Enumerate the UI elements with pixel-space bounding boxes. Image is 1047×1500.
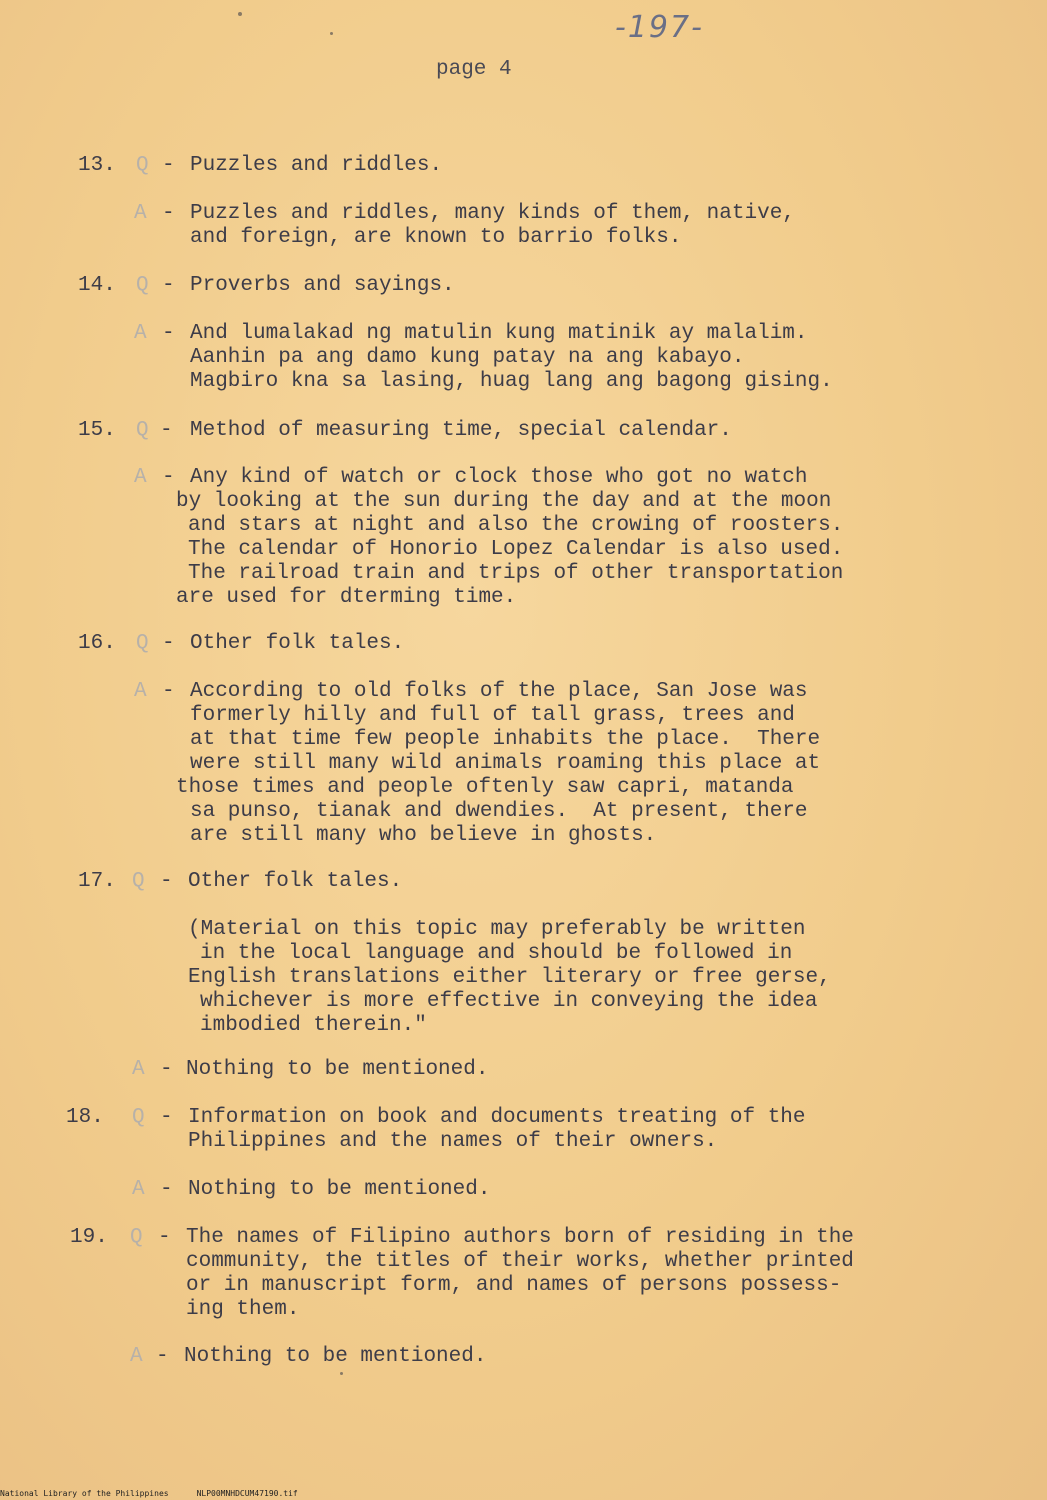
answer-line: Nothing to be mentioned. [184, 1345, 487, 1368]
question-mark: Q [136, 154, 149, 177]
dash: - [162, 202, 175, 225]
dash: - [162, 154, 175, 177]
answer-line: Magbiro kna sa lasing, huag lang ang bagong gising. [190, 370, 833, 393]
dash: - [162, 322, 175, 345]
answer-line: The railroad train and trips of other transportation [188, 562, 844, 585]
question-line: Proverbs and sayings. [190, 274, 455, 297]
question-line: Method of measuring time, special calendar. [190, 419, 732, 442]
question-line: Philippines and the names of their owners. [188, 1130, 718, 1153]
answer-line: According to old folks of the place, San Jose was [190, 680, 808, 703]
answer-line: formerly hilly and full of tall grass, trees and [190, 704, 795, 727]
answer-line: The calendar of Honorio Lopez Calendar is also used. [188, 538, 844, 561]
question-mark: Q [136, 632, 149, 655]
answer-mark: A [134, 322, 147, 345]
item-number: 15. [78, 419, 116, 442]
item-number: 17. [78, 870, 116, 893]
answer-line: And lumalakad ng matulin kung matinik ay malalim. [190, 322, 808, 345]
file-name: NLP00MNHDCUM47190.tif [196, 1489, 298, 1498]
question-line: Puzzles and riddles. [190, 154, 443, 177]
note-line: whichever is more effective in conveying the idea [200, 990, 818, 1013]
answer-line: were still many wild animals roaming this place at [190, 752, 821, 775]
dash: - [160, 1106, 173, 1129]
answer-mark: A [134, 466, 147, 489]
question-mark: Q [136, 419, 149, 442]
speck [330, 32, 333, 35]
question-line: ing them. [186, 1298, 300, 1321]
dash: - [162, 466, 175, 489]
answer-line: sa punso, tianak and dwendies. At present, there [190, 800, 808, 823]
question-line: The names of Filipino authors born of residing in the [186, 1226, 854, 1249]
question-mark: Q [130, 1226, 143, 1249]
answer-mark: A [132, 1058, 145, 1081]
question-mark: Q [132, 1106, 145, 1129]
item-number: 14. [78, 274, 116, 297]
page-label: page 4 [436, 58, 512, 81]
answer-line: are still many who believe in ghosts. [190, 824, 657, 847]
library-name: National Library of the Philippines [0, 1489, 169, 1498]
answer-line: and stars at night and also the crowing of roosters. [188, 514, 844, 537]
speck [238, 12, 242, 16]
question-line: Other folk tales. [188, 870, 403, 893]
question-mark: Q [132, 870, 145, 893]
question-mark: Q [136, 274, 149, 297]
answer-mark: A [132, 1178, 145, 1201]
dash: - [160, 870, 173, 893]
dash: - [160, 1178, 173, 1201]
dash: - [160, 1058, 173, 1081]
answer-mark: A [130, 1345, 143, 1368]
item-number: 19. [70, 1226, 108, 1249]
answer-line: those times and people oftenly saw capri, matanda [176, 776, 794, 799]
item-number: 18. [66, 1106, 104, 1129]
dash: - [158, 1226, 171, 1249]
answer-line: Puzzles and riddles, many kinds of them, native, [190, 202, 795, 225]
answer-line: and foreign, are known to barrio folks. [190, 226, 682, 249]
note-line: in the local language and should be followed in [200, 942, 793, 965]
speck [340, 1372, 343, 1375]
note-line: English translations either literary or free gerse, [188, 966, 831, 989]
dash: - [156, 1345, 169, 1368]
note-line: (Material on this topic may preferably be written [188, 918, 806, 941]
answer-line: Nothing to be mentioned. [188, 1178, 491, 1201]
question-line: or in manuscript form, and names of persons possess- [186, 1274, 842, 1297]
question-line: Information on book and documents treating of the [188, 1106, 806, 1129]
question-line: community, the titles of their works, whether printed [186, 1250, 854, 1273]
answer-line: by looking at the sun during the day and at the moon [176, 490, 832, 513]
answer-line: Nothing to be mentioned. [186, 1058, 489, 1081]
answer-mark: A [134, 680, 147, 703]
scan-footer [0, 1489, 326, 1498]
answer-mark: A [134, 202, 147, 225]
note-line: imbodied therein." [200, 1014, 427, 1037]
answer-line: at that time few people inhabits the place. There [190, 728, 821, 751]
item-number: 16. [78, 632, 116, 655]
dash: - [162, 632, 175, 655]
dash: - [160, 419, 173, 442]
dash: - [162, 274, 175, 297]
dash: - [162, 680, 175, 703]
handwritten-page-number: -197- [615, 10, 704, 45]
answer-line: are used for dterming time. [176, 586, 517, 609]
item-number: 13. [78, 154, 116, 177]
question-line: Other folk tales. [190, 632, 405, 655]
answer-line: Any kind of watch or clock those who got no watch [190, 466, 808, 489]
answer-line: Aanhin pa ang damo kung patay na ang kabayo. [190, 346, 745, 369]
